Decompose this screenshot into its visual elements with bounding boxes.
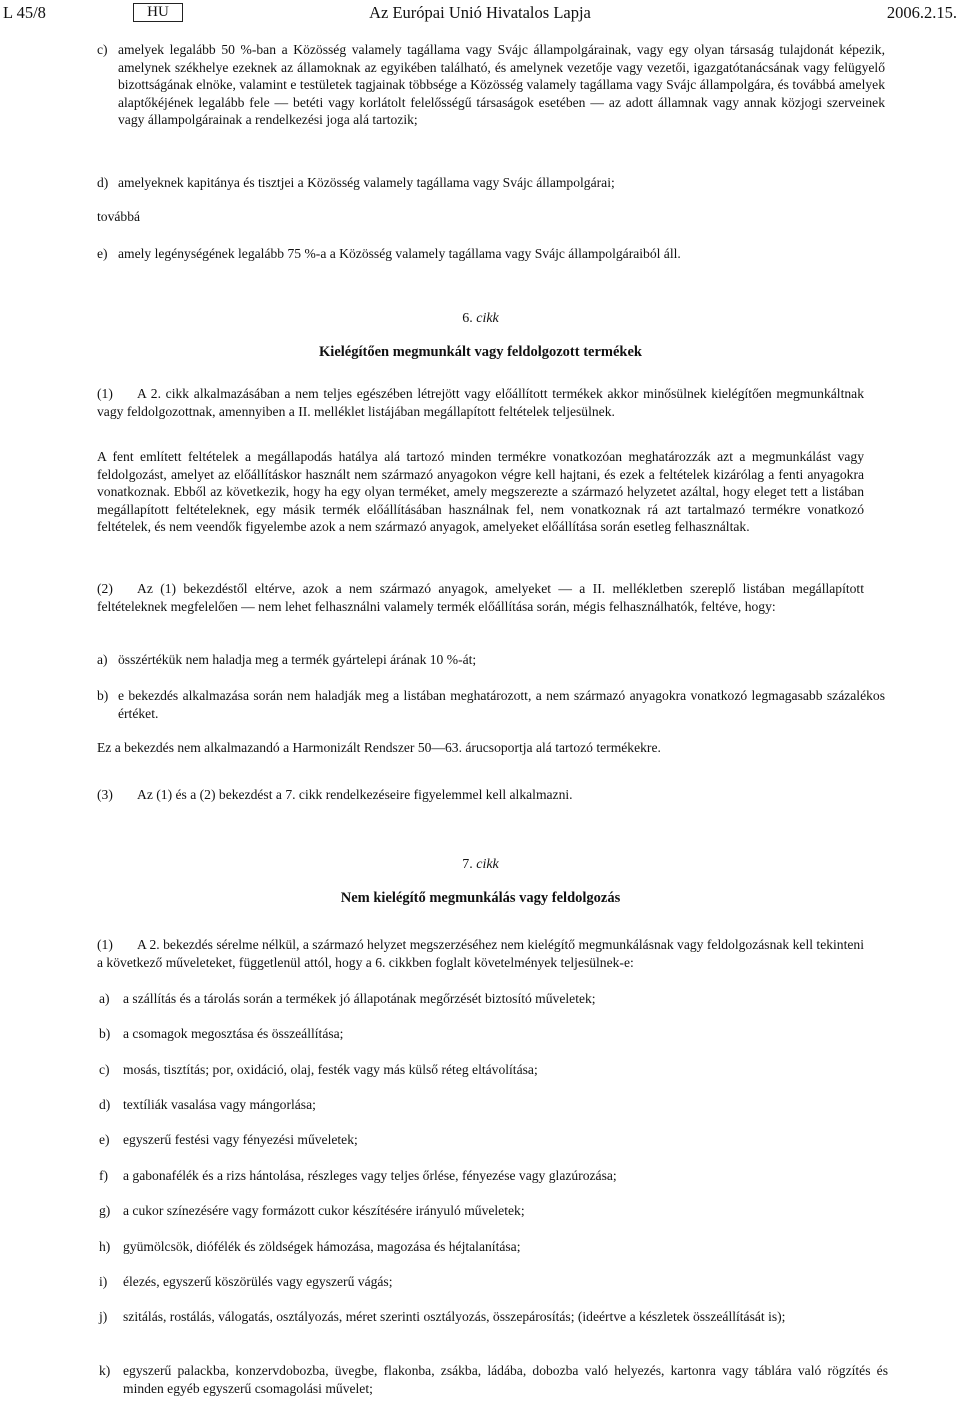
article-7-title: Nem kielégítő megmunkálás vagy feldolgozás [340,890,621,906]
item-text: a csomagok megosztása és összeállítása; [123,1026,344,1041]
item-label: j) [99,1309,108,1324]
article-word: cikk [476,857,499,872]
item-text: egyszerű festési vagy fényezési műveletek; [123,1132,358,1147]
art6-paragraph-2 [97,580,864,615]
list-item [99,1202,888,1220]
item-label: h) [99,1239,111,1254]
list-item [99,1308,888,1326]
item-label: d) [99,1097,111,1112]
art6-point-b [97,687,885,722]
list-item [99,1061,888,1079]
art6-paragraph-3 [97,786,864,804]
article-word: cikk [476,311,499,326]
item-label: a) [99,991,110,1006]
item-label: k) [99,1363,111,1378]
point-text: amelyeknek kapitánya és tisztjei a Közösség valamely tagállama vagy Svájc állampolgárai; [118,175,615,190]
point-label: c) [97,42,108,57]
point-label: b) [97,688,109,703]
list-item [99,1167,888,1185]
item-text: a cukor színezésére vagy formázott cukor készítésére irányuló műveletek; [123,1203,525,1218]
article-num: 6. [462,311,473,326]
article-6-number [97,310,864,328]
point-text: e bekezdés alkalmazása során nem haladják meg a listában meghatározott, a nem származó anyagokra vonatkozó legmagasabb százalékos értéket. [118,688,885,721]
intro-point-d [97,174,885,192]
point-text: amely legénységének legalább 75 %-a a Közösség valamely tagállama vagy Svájc állampolgáraiból áll. [118,246,681,261]
paragraph-number: (1) [97,386,113,401]
list-item [99,1025,888,1043]
paragraph-number: (3) [97,787,113,802]
point-label: e) [97,246,108,261]
paragraph-text: Az (1) és a (2) bekezdést a 7. cikk rendelkezéseire figyelemmel kell alkalmazni. [137,787,573,802]
list-item [99,1273,888,1291]
art6-paragraph-1-cont: A fent említett feltételek a megállapodás hatálya alá tartozó minden termékre vonatkozóan meghatározzák azt a megmunkálást vagy feldolgozást, amelyet az előállításkor használt nem származó anyagokon végre kell hajtani, és ezek a feltételek kizárólag a fenti anyagokra vonatkoznak. Ebből az következik, hogy ha egy olyan terméket, amely megszerezte a származó helyzetet azáltal, hogy eleget tett a listában megállapított feltételeknek, egy másik termék előállításában használnak fel, nem vonatkoznak rá azt tartalmazó termékre vonatkozó feltételek, és nem veendők figyelembe azok a nem származó anyagok, amelyeket előállítása során esetleg felhasználtak. [97,449,864,535]
item-text: textíliák vasalása vagy mángorlása; [123,1097,316,1112]
item-label: e) [99,1132,110,1147]
art6-point-a [97,651,885,669]
intro-point-e [97,245,885,263]
list-item [99,990,888,1008]
item-text: szitálás, rostálás, válogatás, osztályozás, méret szerinti osztályozás, összepárosítás; (ideértve a készletek összeállítását is); [123,1309,786,1324]
page-reference: L 45/8 [3,3,46,22]
intro-tovabba: továbbá [97,209,141,224]
paragraph-text: Az (1) bekezdéstől eltérve, azok a nem származó anyagok, amelyeket — a II. mellékletben szereplő listában megállapított feltételeknek megfelelően — nem lehet felhasználni valamely termék előállítása során, mégis felhasználhatók, feltéve, hogy: [97,581,864,614]
paragraph-number: (2) [97,581,113,596]
item-text: gyümölcsök, diófélék és zöldségek hámozása, magozása és héjtalanítása; [123,1239,521,1254]
point-text: összértékük nem haladja meg a termék gyártelepi árának 10 %-át; [118,652,477,667]
list-item [99,1238,888,1256]
point-text: amelyek legalább 50 %-ban a Közösség valamely tagállama vagy Svájc állampolgárainak, vagy egy olyan társaság tulajdonát képezik, amelynek székhelye ezeknek az államoknak az egyikében található, és amelynek vezetője vagy vezetői, igazgatótanácsának vagy felügyelő bizottságának elnöke, valamint e testületek tagjainak többsége a Közösség valamely tagállama vagy Svájc állampolgára, és továbbá amelyek alaptőkéjének legalább fele — betéti vagy korlátolt felelősségű társaságok esetében — az adott államnak vagy annak közjogi szerveinek vagy állampolgárainak a rendelkezési joga alá tartozik; [118,42,885,128]
item-text: a gabonafélék és a rizs hántolása, részleges vagy teljes őrlése, fényezése vagy glazúrozása; [123,1168,617,1183]
paragraph-number: (1) [97,937,113,952]
paragraph-text: A 2. cikk alkalmazásában a nem teljes egészében létrejött vagy előállított termékek akkor minősülnek kielégítően megmunkáltnak vagy feldolgozottnak, amennyiben a II. melléklet listájában megállapított feltételek teljesülnek. [97,386,864,419]
art6-paragraph-1 [97,385,864,420]
item-text: élezés, egyszerű köszörülés vagy egyszerű vágás; [123,1274,393,1289]
list-item [99,1131,888,1149]
article-num: 7. [462,857,473,872]
page-header [0,3,960,23]
point-label: a) [97,652,108,667]
item-text: a szállítás és a tárolás során a termékek jó állapotának megőrzését biztosító műveletek; [123,991,596,1006]
point-label: d) [97,175,109,190]
item-text: mosás, tisztítás; por, oxidáció, olaj, festék vagy más külső réteg eltávolítása; [123,1062,538,1077]
item-label: b) [99,1026,111,1041]
item-label: c) [99,1062,110,1077]
intro-point-c [97,41,885,129]
publication-date: 2006.2.15. [886,3,957,22]
language-badge: HU [133,3,183,22]
journal-title: Az Európai Unió Hivatalos Lapja [369,3,591,22]
item-text: egyszerű palackba, konzervdobozba, üvegbe, flakonba, zsákba, ládába, dobozba való helyezés, kartonra vagy táblára való rögzítés és minden egyéb egyszerű csomagolási művelet; [123,1363,888,1396]
paragraph-text: A 2. bekezdés sérelme nélkül, a származó helyzet megszerzéséhez nem kielégítő megmunkálásnak vagy feldolgozásnak kell tekinteni a következő műveleteket, függetlenül attól, hogy a 6. cikkben foglalt követelmények teljesülnek-e: [97,937,864,970]
art7-paragraph-1 [97,936,864,971]
article-6-title: Kielégítően megmunkált vagy feldolgozott termékek [319,344,642,360]
list-item [99,1362,888,1397]
item-label: f) [99,1168,109,1183]
item-label: i) [99,1274,108,1289]
article-7-number [97,856,864,874]
list-item [99,1096,888,1114]
item-label: g) [99,1203,111,1218]
art6-hs-note: Ez a bekezdés nem alkalmazandó a Harmonizált Rendszer 50—63. árucsoportja alá tartozó termékekre. [97,740,661,755]
